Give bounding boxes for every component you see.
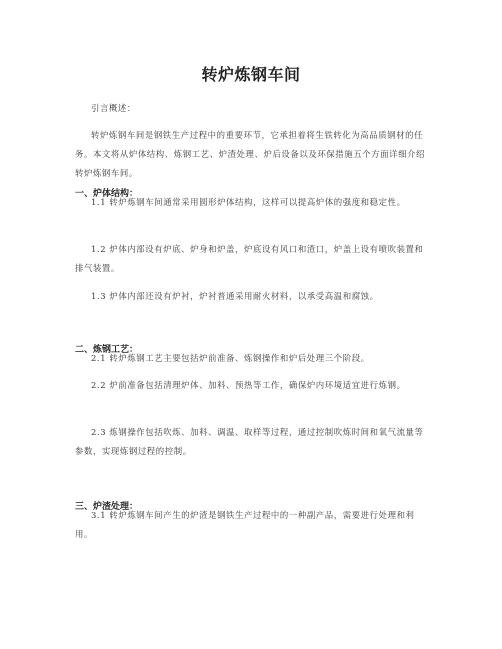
process-item-2: 2.2 炉前准备包括清理炉体、加料、预热等工作，确保炉内环境适宜进行炼钢。 — [91, 380, 406, 390]
slag-item-1: 3.1 转炉炼钢车间产生的炉渣是钢铁生产过程中的一种副产品，需要进行处理和利用。 — [75, 510, 415, 539]
process-item-3: 2.3 炼钢操作包括吹炼、加料、调温、取样等过程，通过控制吹炼时间和氧气流量等参数，实现炼钢过程的控制。 — [75, 427, 424, 456]
process-item-1: 2.1 转炉炼钢工艺主要包括炉前准备、炼钢操作和炉后处理三个阶段。 — [91, 353, 370, 363]
intro-paragraph: 转炉炼钢车间是钢铁生产过程中的重要环节，它承担着将生铁转化为高品质钢材的任务。本文将从炉体结构、炼钢工艺、炉渣处理、炉后设备以及环保措施五个方面详细介绍转炉炼钢车间。 — [75, 130, 426, 178]
structure-item-3: 1.3 炉体内部还设有炉衬，炉衬普通采用耐火材料，以承受高温和腐蚀。 — [91, 291, 379, 301]
section-heading-structure: 一、炉体结构： — [75, 189, 139, 199]
section-heading-process: 二、炼钢工艺： — [75, 345, 139, 355]
section-heading-slag: 三、炉渣处理： — [75, 502, 139, 512]
document-title: 转炉炼钢车间 — [201, 65, 301, 84]
intro-label: 引言概述： — [91, 103, 136, 113]
structure-item-1: 1.1 转炉炼钢车间通常采用圆形炉体结构，这样可以提高炉体的强度和稳定性。 — [91, 197, 406, 207]
structure-item-2: 1.2 炉体内部设有炉底、炉身和炉盖，炉底设有风口和渣口，炉盖上设有喷吹装置和排气装置。 — [75, 244, 424, 273]
